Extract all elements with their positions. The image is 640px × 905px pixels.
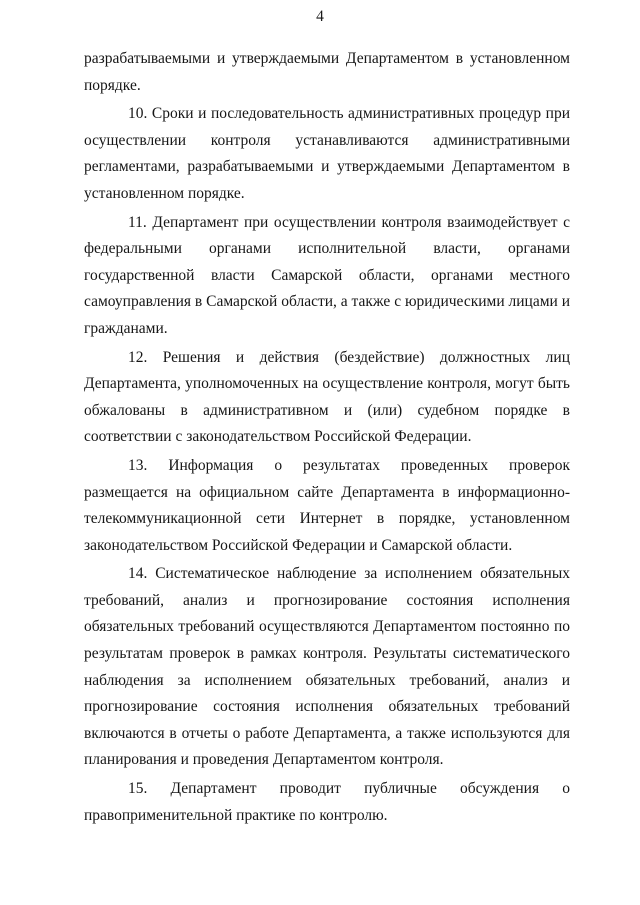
paragraph-continuation: разрабатываемыми и утверждаемыми Департаментом в установленном порядке. xyxy=(84,50,570,94)
paragraph-12: 12. Решения и действия (бездействие) должностных лиц Департамента, уполномоченных на осуществление контроля, могут быть обжалованы в административном и (или) судебном порядке в соответствии с законодательством Российской Федерации. xyxy=(84,348,570,446)
paragraph-14: 14. Систематическое наблюдение за исполнением обязательных требований, анализ и прогнозирование состояния исполнения обязательных требований осуществляются Департаментом постоянно по результатам проверок в рамках контроля. Результаты систематического наблюдения за исполнением обязательных требований, анализ и прогнозирование состояния исполнения обязательных требований включаются в отчеты о работе Департамента, а также используются для планирования и проведения Департаментом контроля. xyxy=(84,565,570,769)
paragraph-13: 13. Информация о результатах проведенных проверок размещается на официальном сайте Департамента в информационно-телекоммуникационной сети Интернет в порядке, установленном законодательством Российской Федерации и Самарской области. xyxy=(84,456,570,554)
paragraph-10: 10. Сроки и последовательность административных процедур при осуществлении контроля устанавливаются административными регламентами, разрабатываемыми и утверждаемыми Департаментом в установленном порядке. xyxy=(84,105,570,202)
paragraph-11: 11. Департамент при осуществлении контроля взаимодействует с федеральными органами исполнительной власти, органами государственной власти Самарской области, органами местного самоуправления в Самарской области, а также с юридическими лицами и гражданами. xyxy=(84,213,570,337)
paragraph-15: 15. Департамент проводит публичные обсуждения о правоприменительной практике по контролю. xyxy=(84,780,570,824)
page-number: 4 xyxy=(316,8,324,25)
document-body xyxy=(84,46,570,829)
